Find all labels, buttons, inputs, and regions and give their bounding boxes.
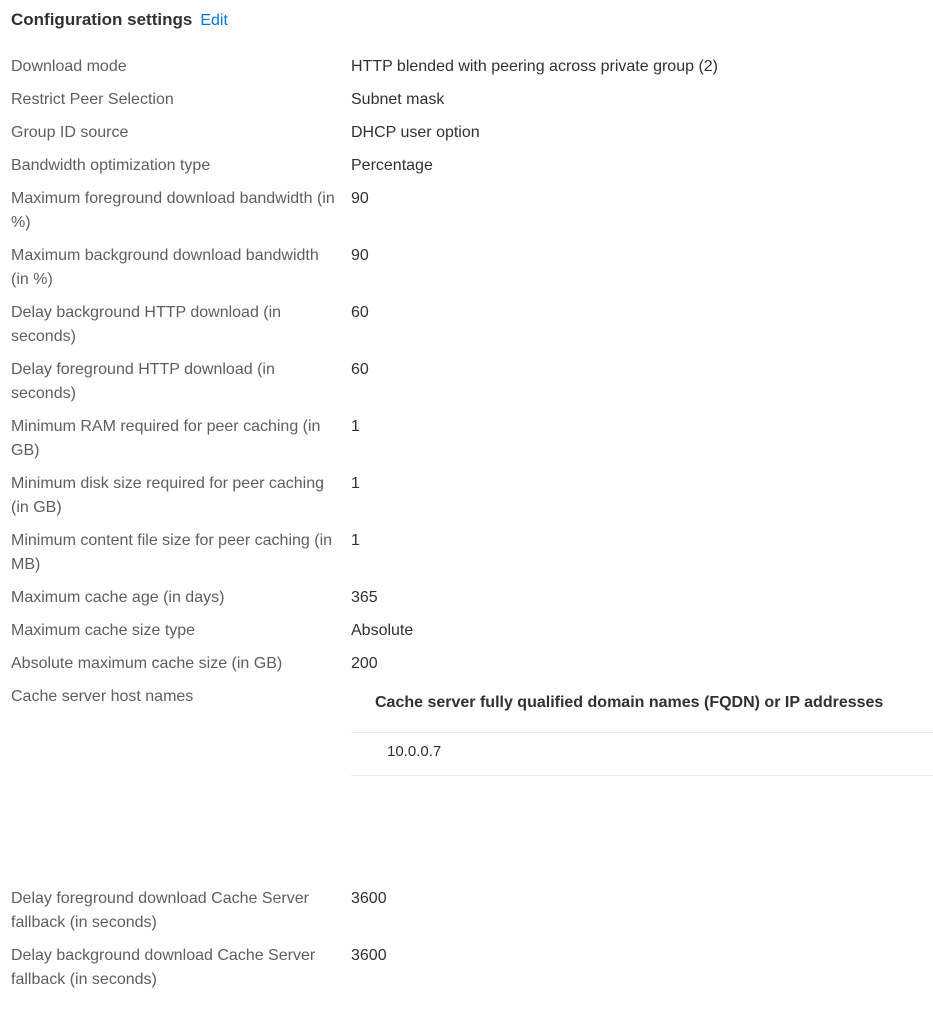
setting-row-max-cache-size-type bbox=[11, 619, 933, 643]
setting-row-group-id-source bbox=[11, 121, 933, 145]
setting-value: 60 bbox=[351, 361, 369, 378]
setting-row-delay-foreground-cache-fallback bbox=[11, 887, 933, 935]
setting-row-delay-background-http bbox=[11, 301, 933, 349]
setting-value: 365 bbox=[351, 589, 378, 606]
setting-row-restrict-peer-selection bbox=[11, 88, 933, 112]
setting-row-delay-background-cache-fallback bbox=[11, 944, 933, 992]
setting-label: Maximum cache age (in days) bbox=[11, 589, 225, 606]
setting-value: 3600 bbox=[351, 890, 387, 907]
setting-value: Subnet mask bbox=[351, 91, 445, 108]
setting-label: Maximum foreground download bandwidth (in %) bbox=[11, 190, 335, 231]
setting-label: Group ID source bbox=[11, 124, 129, 141]
setting-value: 3600 bbox=[351, 947, 387, 964]
setting-label: Download mode bbox=[11, 58, 127, 75]
setting-value: HTTP blended with peering across private group (2) bbox=[351, 58, 718, 75]
setting-row-min-ram bbox=[11, 415, 933, 463]
setting-value: 1 bbox=[351, 475, 360, 492]
setting-value: 1 bbox=[351, 532, 360, 549]
setting-label: Restrict Peer Selection bbox=[11, 91, 174, 108]
edit-link[interactable]: Edit bbox=[200, 12, 228, 29]
table-row: 10.0.0.7 bbox=[351, 733, 933, 776]
setting-row-download-mode bbox=[11, 55, 933, 79]
setting-row-bandwidth-optimization-type bbox=[11, 154, 933, 178]
setting-label: Delay foreground HTTP download (in seconds) bbox=[11, 361, 275, 402]
setting-row-min-disk-size bbox=[11, 472, 933, 520]
table-column-header: Cache server fully qualified domain names (FQDN) or IP addresses bbox=[351, 685, 933, 733]
setting-row-min-content-file-size bbox=[11, 529, 933, 577]
setting-label: Maximum cache size type bbox=[11, 622, 196, 639]
setting-label: Delay foreground download Cache Server fallback (in seconds) bbox=[11, 890, 309, 931]
setting-value: 60 bbox=[351, 304, 369, 321]
setting-value: 90 bbox=[351, 190, 369, 207]
setting-value: 90 bbox=[351, 247, 369, 264]
setting-label: Absolute maximum cache size (in GB) bbox=[11, 655, 283, 672]
setting-label: Minimum disk size required for peer caching (in GB) bbox=[11, 475, 325, 516]
setting-row-cache-server-host-names bbox=[11, 685, 933, 887]
setting-label: Delay background download Cache Server fallback (in seconds) bbox=[11, 947, 316, 988]
setting-label: Minimum content file size for peer caching (in MB) bbox=[11, 532, 333, 573]
setting-row-max-background-bandwidth bbox=[11, 244, 933, 292]
setting-label: Bandwidth optimization type bbox=[11, 157, 211, 174]
setting-row-max-foreground-bandwidth bbox=[11, 187, 933, 235]
setting-label: Delay background HTTP download (in seconds) bbox=[11, 304, 282, 345]
setting-value: 1 bbox=[351, 418, 360, 435]
cache-server-table bbox=[351, 685, 933, 776]
setting-row-absolute-max-cache-size bbox=[11, 652, 933, 676]
setting-value: DHCP user option bbox=[351, 124, 480, 141]
setting-label: Maximum background download bandwidth (in %) bbox=[11, 247, 319, 288]
setting-value: 200 bbox=[351, 655, 378, 672]
setting-value: Percentage bbox=[351, 157, 433, 174]
setting-value: Absolute bbox=[351, 622, 414, 639]
section-header bbox=[11, 10, 228, 34]
setting-label: Cache server host names bbox=[11, 688, 194, 705]
settings-list bbox=[11, 55, 933, 1001]
section-title: Configuration settings bbox=[11, 10, 193, 29]
setting-row-delay-foreground-http bbox=[11, 358, 933, 406]
setting-label: Minimum RAM required for peer caching (in GB) bbox=[11, 418, 321, 459]
setting-row-max-cache-age bbox=[11, 586, 933, 610]
